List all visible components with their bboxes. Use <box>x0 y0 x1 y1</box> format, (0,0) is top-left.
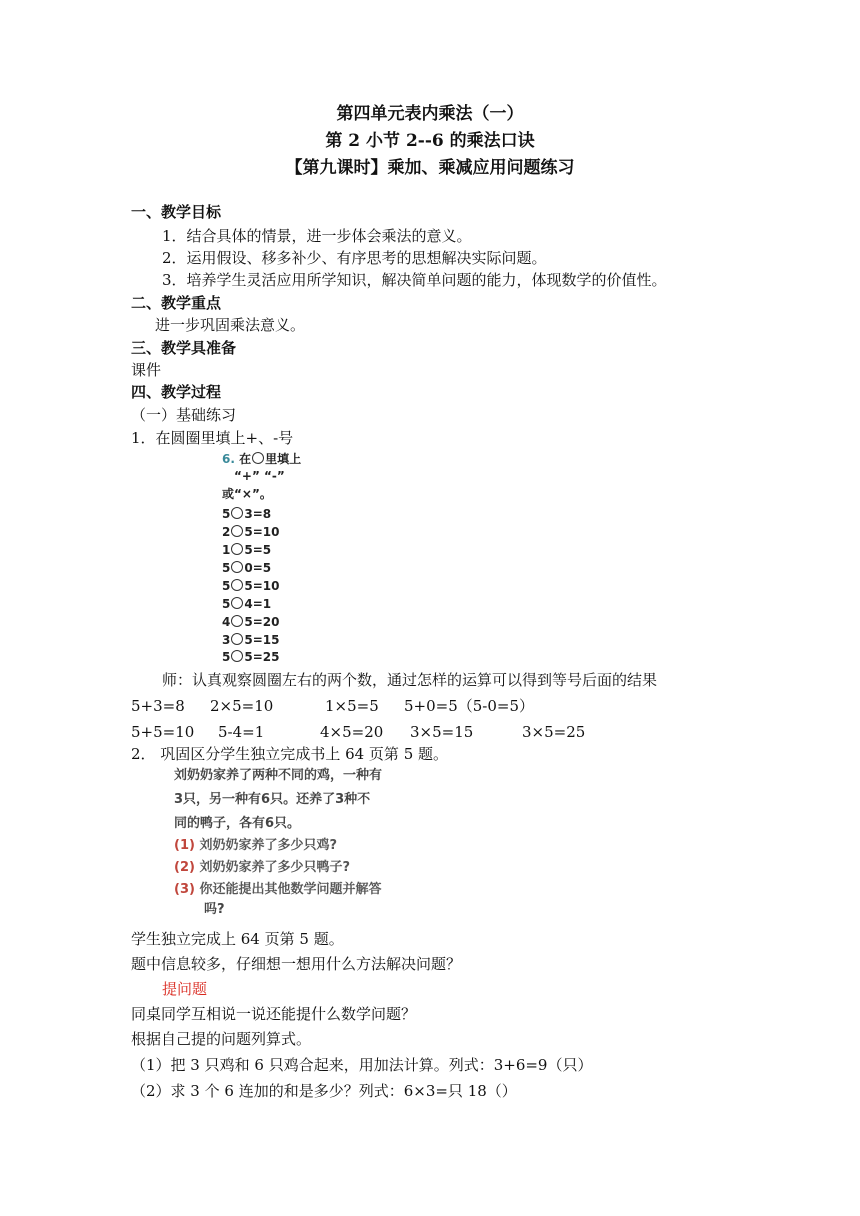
exercise-2-instruction: 2． 巩固区分学生独立完成书上 64 页第 5 题。 <box>131 745 449 763</box>
equation-row: 1 5=5 <box>222 543 272 557</box>
answer: 1×5=5 <box>325 697 379 715</box>
answer-circle[interactable] <box>231 507 243 519</box>
equation-row: 5 5=25 <box>222 650 280 664</box>
answer-circle[interactable] <box>231 525 243 537</box>
key-points-text: 进一步巩固乘法意义。 <box>155 316 306 334</box>
equation-row: 5 3=8 <box>222 507 272 521</box>
subheading-basic-practice: （一）基础练习 <box>131 406 237 424</box>
question-3-cont: 吗? <box>204 902 225 917</box>
exercise-1-instruction: 1．在圆圈里填上+、-号 <box>131 429 294 447</box>
equation-row: 2 5=10 <box>222 525 280 539</box>
equation-row: 5 4=1 <box>222 597 272 611</box>
answer: 5+5=10 <box>131 723 195 741</box>
teacher-prompt: 师：认真观察圆圈左右的两个数，通过怎样的运算可以得到等号后面的结果 <box>162 671 658 689</box>
unit-title: 第四单元表内乘法（一） <box>336 104 524 124</box>
answer-circle[interactable] <box>231 633 243 645</box>
equation-row: 5 0=5 <box>222 561 272 575</box>
heading-process: 四、教学过程 <box>131 383 222 401</box>
heading-key-points: 二、教学重点 <box>131 294 222 312</box>
answer: 3×5=25 <box>522 723 586 741</box>
blank-circle-icon <box>252 452 264 464</box>
answer-circle[interactable] <box>231 615 243 627</box>
paragraph: 根据自己提的问题列算式。 <box>131 1030 312 1048</box>
equation-row: 4 5=20 <box>222 615 280 629</box>
answer: 4×5=20 <box>320 723 384 741</box>
answer: 5+3=8 <box>131 697 185 715</box>
goal-item-1: 1．结合具体的情景，进一步体会乘法的意义。 <box>162 227 472 245</box>
figure-line-1a: 在 <box>239 452 252 466</box>
paragraph: （2）求 3 个 6 连加的和是多少？列式：6×3=只 18（） <box>131 1082 517 1100</box>
figure-line-1b: 里填上 <box>265 452 302 466</box>
exercise-figure-circles <box>222 450 322 662</box>
answer-circle[interactable] <box>231 597 243 609</box>
exercise-figure-word-problem <box>168 764 428 916</box>
answer-circle[interactable] <box>231 543 243 555</box>
answer-circle[interactable] <box>231 650 243 662</box>
paragraph: （1）把 3 只鸡和 6 只鸡合起来，用加法计算。列式：3+6=9（只） <box>131 1056 593 1074</box>
paragraph: 学生独立完成上 64 页第 5 题。 <box>131 930 344 948</box>
figure-number: 6. <box>222 452 235 466</box>
question-1: (1) 刘奶奶家养了多少只鸡? <box>174 838 338 853</box>
answer-circle[interactable] <box>231 579 243 591</box>
heading-goals: 一、教学目标 <box>131 203 222 221</box>
figure-line-2: “+” “-” <box>234 469 285 483</box>
answer-circle[interactable] <box>231 561 243 573</box>
question-3: (3) 你还能提出其他数学问题并解答 <box>174 882 382 897</box>
paragraph: 题中信息较多，仔细想一想用什么方法解决问题？ <box>131 955 462 973</box>
paragraph: 同桌同学互相说一说还能提什么数学问题？ <box>131 1005 417 1023</box>
answer: 3×5=15 <box>410 723 474 741</box>
problem-line-3: 同的鸭子，各有6只。 <box>174 816 301 831</box>
materials-text: 课件 <box>131 361 162 379</box>
goal-item-2: 2．运用假设、移多补少、有序思考的思想解决实际问题。 <box>162 249 547 267</box>
answer: 5+0=5（5-0=5） <box>404 697 535 715</box>
question-2: (2) 刘奶奶家养了多少只鸭子? <box>174 860 351 875</box>
heading-materials: 三、教学具准备 <box>131 339 237 357</box>
problem-line-2: 3只，另一种有6只。还养了3种不 <box>174 792 371 807</box>
equation-row: 3 5=15 <box>222 633 280 647</box>
figure-line-3: 或“×”。 <box>222 487 272 501</box>
equation-row: 5 5=10 <box>222 579 280 593</box>
section-title: 第 2 小节 2--6 的乘法口诀 <box>325 131 535 151</box>
goal-item-3: 3．培养学生灵活应用所学知识，解决简单问题的能力，体现数学的价值性。 <box>162 271 667 289</box>
ask-questions-label: 提问题 <box>162 980 208 998</box>
problem-line-1: 刘奶奶家养了两种不同的鸡，一种有 <box>174 768 383 783</box>
answer: 2×5=10 <box>210 697 274 715</box>
answer: 5-4=1 <box>218 723 265 741</box>
lesson-title: 【第九课时】乘加、乘减应用问题练习 <box>285 158 575 178</box>
